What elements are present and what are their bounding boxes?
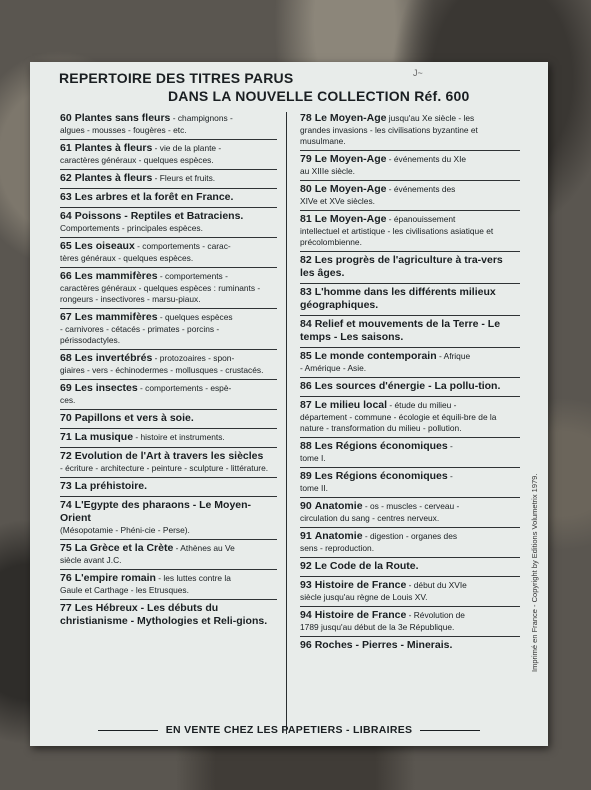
entry-description-inline: - comportements - <box>157 271 228 281</box>
entry-description-inline: - les luttes contre la <box>155 573 231 583</box>
list-item <box>60 570 277 600</box>
entry-title: Les invertébrés <box>74 352 153 364</box>
entry-description: giaires - vers - échinodermes - mollusques - crustacés. <box>60 365 264 375</box>
entry-number: 60 <box>60 112 72 124</box>
entry-description: tères généraux - quelques espèces. <box>60 253 194 263</box>
page-title-line2: DANS LA NOUVELLE COLLECTION Réf. 600 <box>168 88 470 104</box>
entry-heading <box>300 380 520 393</box>
entry-number: 72 <box>60 450 72 462</box>
entry-heading <box>60 382 277 395</box>
list-item <box>60 410 277 429</box>
entry-heading <box>60 172 277 185</box>
entry-title: Le Moyen-Age <box>314 183 387 195</box>
list-item <box>300 284 520 316</box>
entry-description-inline: - vie de la plante - <box>152 143 222 153</box>
list-item <box>60 170 277 189</box>
list-item <box>300 438 520 468</box>
entry-description: caractères généraux - quelques espèces. <box>60 155 214 165</box>
entry-title: Evolution de l'Art à travers les siècles <box>74 450 264 462</box>
entry-number: 73 <box>60 480 72 492</box>
entry-description-inline: - événements des <box>386 184 456 194</box>
entry-heading <box>300 153 520 166</box>
entry-description-inline: - champignons - <box>170 113 233 123</box>
entry-title: Le Code de la Route. <box>314 560 419 572</box>
entry-number: 61 <box>60 142 72 154</box>
entry-heading <box>60 480 277 493</box>
entry-heading <box>300 213 520 226</box>
entry-title: Les mammifères <box>74 270 158 282</box>
list-item <box>60 448 277 478</box>
entry-title: L'empire romain <box>74 572 156 584</box>
list-item <box>60 309 277 350</box>
entry-description-inline: - événements du XIe <box>386 154 467 164</box>
entry-number: 66 <box>60 270 72 282</box>
entry-title: Plantes sans fleurs <box>74 112 171 124</box>
entry-heading <box>300 530 520 543</box>
list-item <box>300 252 520 284</box>
footer-rule-right <box>420 730 480 731</box>
entry-description: Comportements - principales espèces. <box>60 223 203 233</box>
entry-description: ces. <box>60 395 76 405</box>
entry-heading <box>60 191 277 204</box>
list-item <box>60 268 277 309</box>
entry-heading <box>60 542 277 555</box>
list-item <box>60 189 277 208</box>
entry-heading <box>60 431 277 444</box>
list-item <box>60 497 277 540</box>
entry-title: L'Egypte des pharaons - Le Moyen-Orient <box>60 499 252 524</box>
entry-description-inline: - Révolution de <box>406 610 465 620</box>
entry-number: 78 <box>300 112 312 124</box>
entry-number: 91 <box>300 530 312 542</box>
catalog-card <box>30 62 548 746</box>
entry-title: Relief et mouvements de la Terre - Le temps - Les saisons. <box>300 318 501 343</box>
page-title-line1: REPERTOIRE DES TITRES PARUS <box>59 70 294 86</box>
entry-heading <box>300 579 520 592</box>
entry-title: Les progrès de l'agriculture à tra-vers les âges. <box>300 254 503 279</box>
entry-heading <box>60 602 277 628</box>
entry-number: 93 <box>300 579 312 591</box>
entry-title: La préhistoire. <box>74 480 148 492</box>
entry-heading <box>60 412 277 425</box>
list-item <box>300 528 520 558</box>
footer-text: EN VENTE CHEZ LES PAPETIERS - LIBRAIRES <box>165 724 413 736</box>
list-item <box>300 181 520 211</box>
entry-title: Histoire de France <box>314 609 407 621</box>
entry-heading <box>60 112 277 125</box>
entry-title: Les sources d'énergie - La pollu-tion. <box>314 380 501 392</box>
list-item <box>300 498 520 528</box>
footer <box>30 724 548 736</box>
entry-title: Le Moyen-Age <box>314 112 387 124</box>
list-item <box>60 350 277 380</box>
entry-description: département - commune - écologie et équili-bre de la nature - transformation du milieu - pollution. <box>300 412 497 433</box>
entry-number: 92 <box>300 560 312 572</box>
entry-heading <box>300 318 520 344</box>
entry-title: Plantes à fleurs <box>74 172 153 184</box>
entry-description-inline: - début du XVIe <box>406 580 467 590</box>
entry-heading <box>60 499 277 525</box>
entry-number: 82 <box>300 254 312 266</box>
entry-title: Roches - Pierres - Minerais. <box>314 639 453 651</box>
entry-title: L'homme dans les différents milieux géographiques. <box>300 286 496 311</box>
entry-description: - Amérique - Asie. <box>300 363 367 373</box>
entry-description: sens - reproduction. <box>300 543 375 553</box>
entry-description: - carnivores - cétacés - primates - porcins - périssodactyles. <box>60 324 220 345</box>
entry-description-inline: - Fleurs et fruits. <box>152 173 216 183</box>
entry-description-inline: jusqu'au Xe siècle - les <box>386 113 475 123</box>
entry-heading <box>60 240 277 253</box>
entry-title: Anatomie <box>314 500 363 512</box>
entry-heading <box>300 440 520 453</box>
entry-number: 80 <box>300 183 312 195</box>
entry-description-inline: - protozoaires - spon- <box>152 353 235 363</box>
entry-heading <box>60 311 277 324</box>
entry-title: Poissons - Reptiles et Batraciens. <box>74 210 244 222</box>
entry-number: 84 <box>300 318 312 330</box>
entry-description: grandes invasions - les civilisations byzantine et musulmane. <box>300 125 478 146</box>
list-item <box>300 558 520 577</box>
list-item <box>60 429 277 448</box>
entry-heading <box>60 572 277 585</box>
entry-description-inline: - os - muscles - cerveau - <box>362 501 460 511</box>
entry-description-inline: - histoire et instruments. <box>133 432 225 442</box>
entry-description-inline: - comportements - espè- <box>137 383 232 393</box>
entry-heading <box>300 470 520 483</box>
entry-title: Les arbres et la forêt en France. <box>74 191 234 203</box>
entry-description-inline: - épanouissement <box>386 214 456 224</box>
entry-number: 83 <box>300 286 312 298</box>
entry-number: 89 <box>300 470 312 482</box>
entry-number: 62 <box>60 172 72 184</box>
list-item <box>60 208 277 238</box>
entry-description: siècle avant J.C. <box>60 555 122 565</box>
list-item <box>60 478 277 497</box>
entry-title: Le Moyen-Age <box>314 153 387 165</box>
entry-title: Le monde contemporain <box>314 350 437 362</box>
list-item <box>60 238 277 268</box>
entry-number: 88 <box>300 440 312 452</box>
list-item <box>300 316 520 348</box>
entry-description-inline: - Athènes au Ve <box>173 543 235 553</box>
entry-description: caractères généraux - quelques espèces : ruminants - rongeurs - insectivores - marsu-piaux. <box>60 283 261 304</box>
list-item <box>300 378 520 397</box>
entry-title: Les insectes <box>74 382 138 394</box>
entry-title: Anatomie <box>314 530 363 542</box>
entry-title: Histoire de France <box>314 579 407 591</box>
entry-heading <box>300 350 520 363</box>
entry-number: 96 <box>300 639 312 651</box>
entry-heading <box>300 500 520 513</box>
list-item <box>60 140 277 170</box>
list-item <box>300 151 520 181</box>
entry-description-inline: - comportements - carac- <box>134 241 231 251</box>
entry-number: 63 <box>60 191 72 203</box>
entry-description-inline: - quelques espèces <box>157 312 233 322</box>
entry-title: Plantes à fleurs <box>74 142 153 154</box>
list-item <box>300 468 520 498</box>
list-item <box>60 110 277 140</box>
left-column <box>60 110 277 631</box>
entry-description: 1789 jusqu'au début de la 3e République. <box>300 622 455 632</box>
entry-number: 69 <box>60 382 72 394</box>
entry-number: 67 <box>60 311 72 323</box>
entry-title: Les Régions économiques <box>314 470 448 482</box>
right-column <box>300 110 520 655</box>
entry-number: 86 <box>300 380 312 392</box>
list-item <box>300 211 520 252</box>
copyright-note: Imprimé en France - Copyright by Editions Volumetrix 1979. <box>530 473 539 672</box>
entry-description-inline: - étude du milieu - <box>387 400 457 410</box>
entry-number: 70 <box>60 412 72 424</box>
entry-title: Les mammifères <box>74 311 158 323</box>
entry-number: 76 <box>60 572 72 584</box>
entry-heading <box>60 352 277 365</box>
entry-heading <box>60 142 277 155</box>
entry-description: circulation du sang - centres nerveux. <box>300 513 440 523</box>
entry-title: Le Moyen-Age <box>314 213 387 225</box>
entry-number: 85 <box>300 350 312 362</box>
entry-number: 71 <box>60 431 72 443</box>
entry-title: La musique <box>74 431 134 443</box>
entry-description-inline: - <box>447 471 453 481</box>
entry-number: 79 <box>300 153 312 165</box>
entry-description: (Mésopotamie - Phéni-cie - Perse). <box>60 525 190 535</box>
entry-heading <box>300 183 520 196</box>
list-item <box>300 637 520 655</box>
entry-title: Les Régions économiques <box>314 440 448 452</box>
entry-description: - écriture - architecture - peinture - sculpture - littérature. <box>60 463 269 473</box>
footer-rule-left <box>98 730 158 731</box>
entry-description: tome I. <box>300 453 326 463</box>
entry-number: 94 <box>300 609 312 621</box>
entry-description-inline: - <box>447 441 453 451</box>
entry-number: 64 <box>60 210 72 222</box>
entry-title: Le milieu local <box>314 399 388 411</box>
entry-heading <box>300 254 520 280</box>
list-item <box>300 110 520 151</box>
entry-description: Gaule et Carthage - les Etrusques. <box>60 585 189 595</box>
list-item <box>60 380 277 410</box>
entry-heading <box>300 286 520 312</box>
entry-description: au XIIIe siècle. <box>300 166 355 176</box>
entry-number: 77 <box>60 602 72 614</box>
entry-number: 90 <box>300 500 312 512</box>
pencil-mark: J~ <box>413 68 423 78</box>
entry-description-inline: - digestion - organes des <box>362 531 458 541</box>
entry-number: 75 <box>60 542 72 554</box>
entry-description-inline: - Afrique <box>436 351 471 361</box>
entry-heading <box>300 609 520 622</box>
entry-heading <box>300 112 520 125</box>
entry-description: tome II. <box>300 483 328 493</box>
entry-heading <box>300 639 520 652</box>
entry-title: La Grèce et la Crète <box>74 542 174 554</box>
column-divider <box>286 112 287 734</box>
entry-number: 81 <box>300 213 312 225</box>
list-item <box>300 397 520 438</box>
entry-description: algues - mousses - fougères - etc. <box>60 125 187 135</box>
entry-heading <box>60 270 277 283</box>
list-item <box>60 540 277 570</box>
entry-number: 87 <box>300 399 312 411</box>
list-item <box>300 348 520 378</box>
entry-heading <box>60 210 277 223</box>
list-item <box>300 577 520 607</box>
entry-description: siècle jusqu'au règne de Louis XV. <box>300 592 428 602</box>
entry-heading <box>60 450 277 463</box>
entry-description: intellectuel et artistique - les civilisations asiatique et précolombienne. <box>300 226 494 247</box>
list-item <box>60 600 277 631</box>
entry-number: 68 <box>60 352 72 364</box>
entry-number: 74 <box>60 499 72 511</box>
entry-heading <box>300 399 520 412</box>
entry-number: 65 <box>60 240 72 252</box>
entry-title: Les oiseaux <box>74 240 135 252</box>
entry-title: Papillons et vers à soie. <box>74 412 194 424</box>
entry-description: XIVe et XVe siècles. <box>300 196 375 206</box>
entry-heading <box>300 560 520 573</box>
entry-title: Les Hébreux - Les débuts du christianisme - Mythologies et Reli-gions. <box>60 602 268 627</box>
list-item <box>300 607 520 637</box>
